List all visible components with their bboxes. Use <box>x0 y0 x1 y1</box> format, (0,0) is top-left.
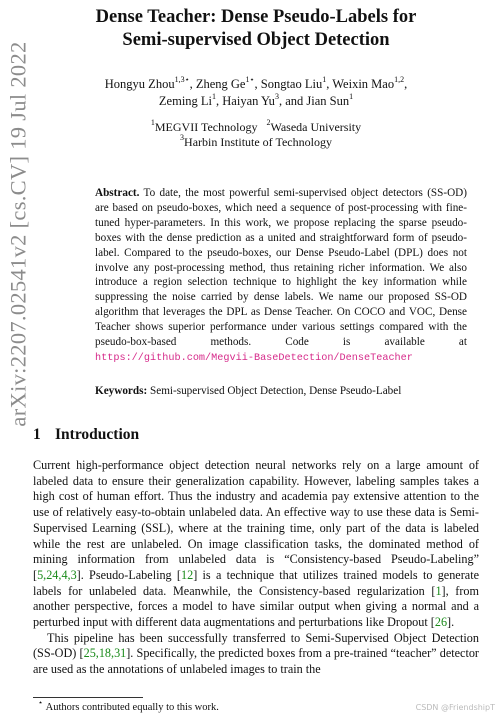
text-run: ]. Specifically, the predicted boxes from a pre-trained “teacher” detector are used as the annotations of unlabeled images to train the <box>33 646 479 677</box>
body-text <box>33 458 479 678</box>
text-run: ]. Pseudo-Labeling [ <box>76 567 181 582</box>
section-heading <box>33 426 139 444</box>
arxiv-stamp <box>4 8 34 460</box>
affiliation-sup: 3 <box>180 133 185 142</box>
title-line-1: Dense Teacher: Dense Pseudo-Labels for <box>95 7 417 27</box>
arxiv-stamp-text: arXiv:2207.02541v2 [cs.CV] 19 Jul 2022 <box>6 41 31 427</box>
affiliation-name: Harbin Institute of Technology <box>184 135 332 149</box>
author-name: Songtao Liu <box>260 77 323 91</box>
abstract-text: To date, the most powerful semi-supervised object detectors (SS-OD) are based on pseudo-boxes, which need a sequence of post-processing with fine-tuned hyper-parameters. In this work, we propose replacing the sparse pseudo-boxes with the dense prediction as a united and straightforward form of pseudo-label. Compared to the pseudo-boxes, our Dense Pseudo-Label (DPL) does not involve any post-processing method, thus retaining richer information. We also introduce a region selection technique to highlight the key information while suppressing the noise carried by dense labels. We name our proposed SS-OD algorithm that leverages the DPL as Dense Teacher. On COCO and VOC, Dense Teacher shows superior performance under various settings compared with the pseudo-box-based methods. Code is available at <box>95 187 467 349</box>
watermark: CSDN @FriendshipT <box>415 703 495 712</box>
affiliation-name: Waseda University <box>270 120 362 134</box>
title-line-2: Semi-supervised Object Detection <box>122 30 390 50</box>
author-name: Haiyan Yu <box>222 94 275 108</box>
author-name: Zheng Ge <box>195 77 246 91</box>
author-sup: 1 <box>322 74 327 84</box>
author-list: Hongyu Zhou$^{1,3⋆}$, Zheng $Ge^{1⋆}$, Songtao Liu$^1$, Weixin Mao$^{1,2}$, Zeming Li$^1$, Haiyan Yu$^3$, and Jian Sun$^1$ <box>104 74 408 108</box>
text-run: This pipeline has been successfully transferred to Semi-Supervised Object Detection (SS-OD) [ <box>33 630 479 661</box>
citation-link[interactable]: 1 <box>435 583 442 598</box>
keywords-label: Keywords: <box>95 385 148 397</box>
affiliation-name: MEGVII Technology <box>154 120 258 134</box>
author-name: Hongyu Zhou <box>104 77 175 91</box>
footnote-mark: ⋆ <box>38 697 44 707</box>
section-number: 1 <box>33 426 41 443</box>
code-link[interactable]: https://github.com/Megvii-BaseDetection/DenseTeacher <box>95 352 413 364</box>
author-name: Zeming Li <box>158 94 213 108</box>
author-sup: 1,2 <box>394 74 405 84</box>
citation-link[interactable]: 12 <box>181 567 194 582</box>
author-sup: 1⋆ <box>245 74 255 84</box>
author-name: Jian Sun <box>306 94 350 108</box>
text-run: ], from another perspective, forces a model to have similar output when giving a normal and a perturbed input with different data augmentations and perturbations like Dropout [ <box>33 583 479 630</box>
keywords <box>95 384 467 399</box>
text-run: ] is a technique that utilizes trained models to generate labels for unlabeled data. Meanwhile, the Consistency-based regularization [ <box>33 567 479 598</box>
footnote <box>38 697 219 714</box>
author-sup: 1,3⋆ <box>174 74 190 84</box>
footnote-text: Authors contributed equally to this work. <box>45 702 219 713</box>
author-sup: 3 <box>274 91 279 101</box>
footnote-rule <box>33 697 143 698</box>
author-sup: 1 <box>349 91 354 101</box>
citation-link[interactable]: 5,24,4,3 <box>37 567 77 582</box>
abstract <box>95 186 467 367</box>
section-title: Introduction <box>55 426 140 443</box>
abstract-label: Abstract. <box>95 187 140 199</box>
author-sup: 1 <box>212 91 217 101</box>
paragraph <box>33 631 479 678</box>
affiliation-sup: 1 <box>150 118 155 127</box>
author-name: Weixin Mao <box>332 77 395 91</box>
keywords-text: Semi-supervised Object Detection, Dense Pseudo-Label <box>150 385 402 397</box>
paragraph <box>33 458 479 631</box>
affiliation-sup: 2 <box>266 118 271 127</box>
citation-link[interactable]: 25,18,31 <box>83 646 127 661</box>
paper-title <box>50 6 462 52</box>
affiliations <box>50 120 462 150</box>
citation-link[interactable]: 26 <box>434 615 448 630</box>
text-run: ]. <box>447 615 455 630</box>
text-run: Current high-performance object detection neural networks rely on a large amount of labeled data to ensure their generalization capability. However, labeling samples takes a high cost of human effort. Thus the industry and academia pay extensive attention to the use of relatively easy-to-obtain unlabeled data. An effective way to use these data is Semi-Supervised Learning (SSL), where at the training time, only part of the data is labeled while the rest are unlabeled. On image classification tasks, the dominated method of mining information from unlabeled data is “Consistency-based Pseudo-Labeling” [ <box>33 458 479 582</box>
